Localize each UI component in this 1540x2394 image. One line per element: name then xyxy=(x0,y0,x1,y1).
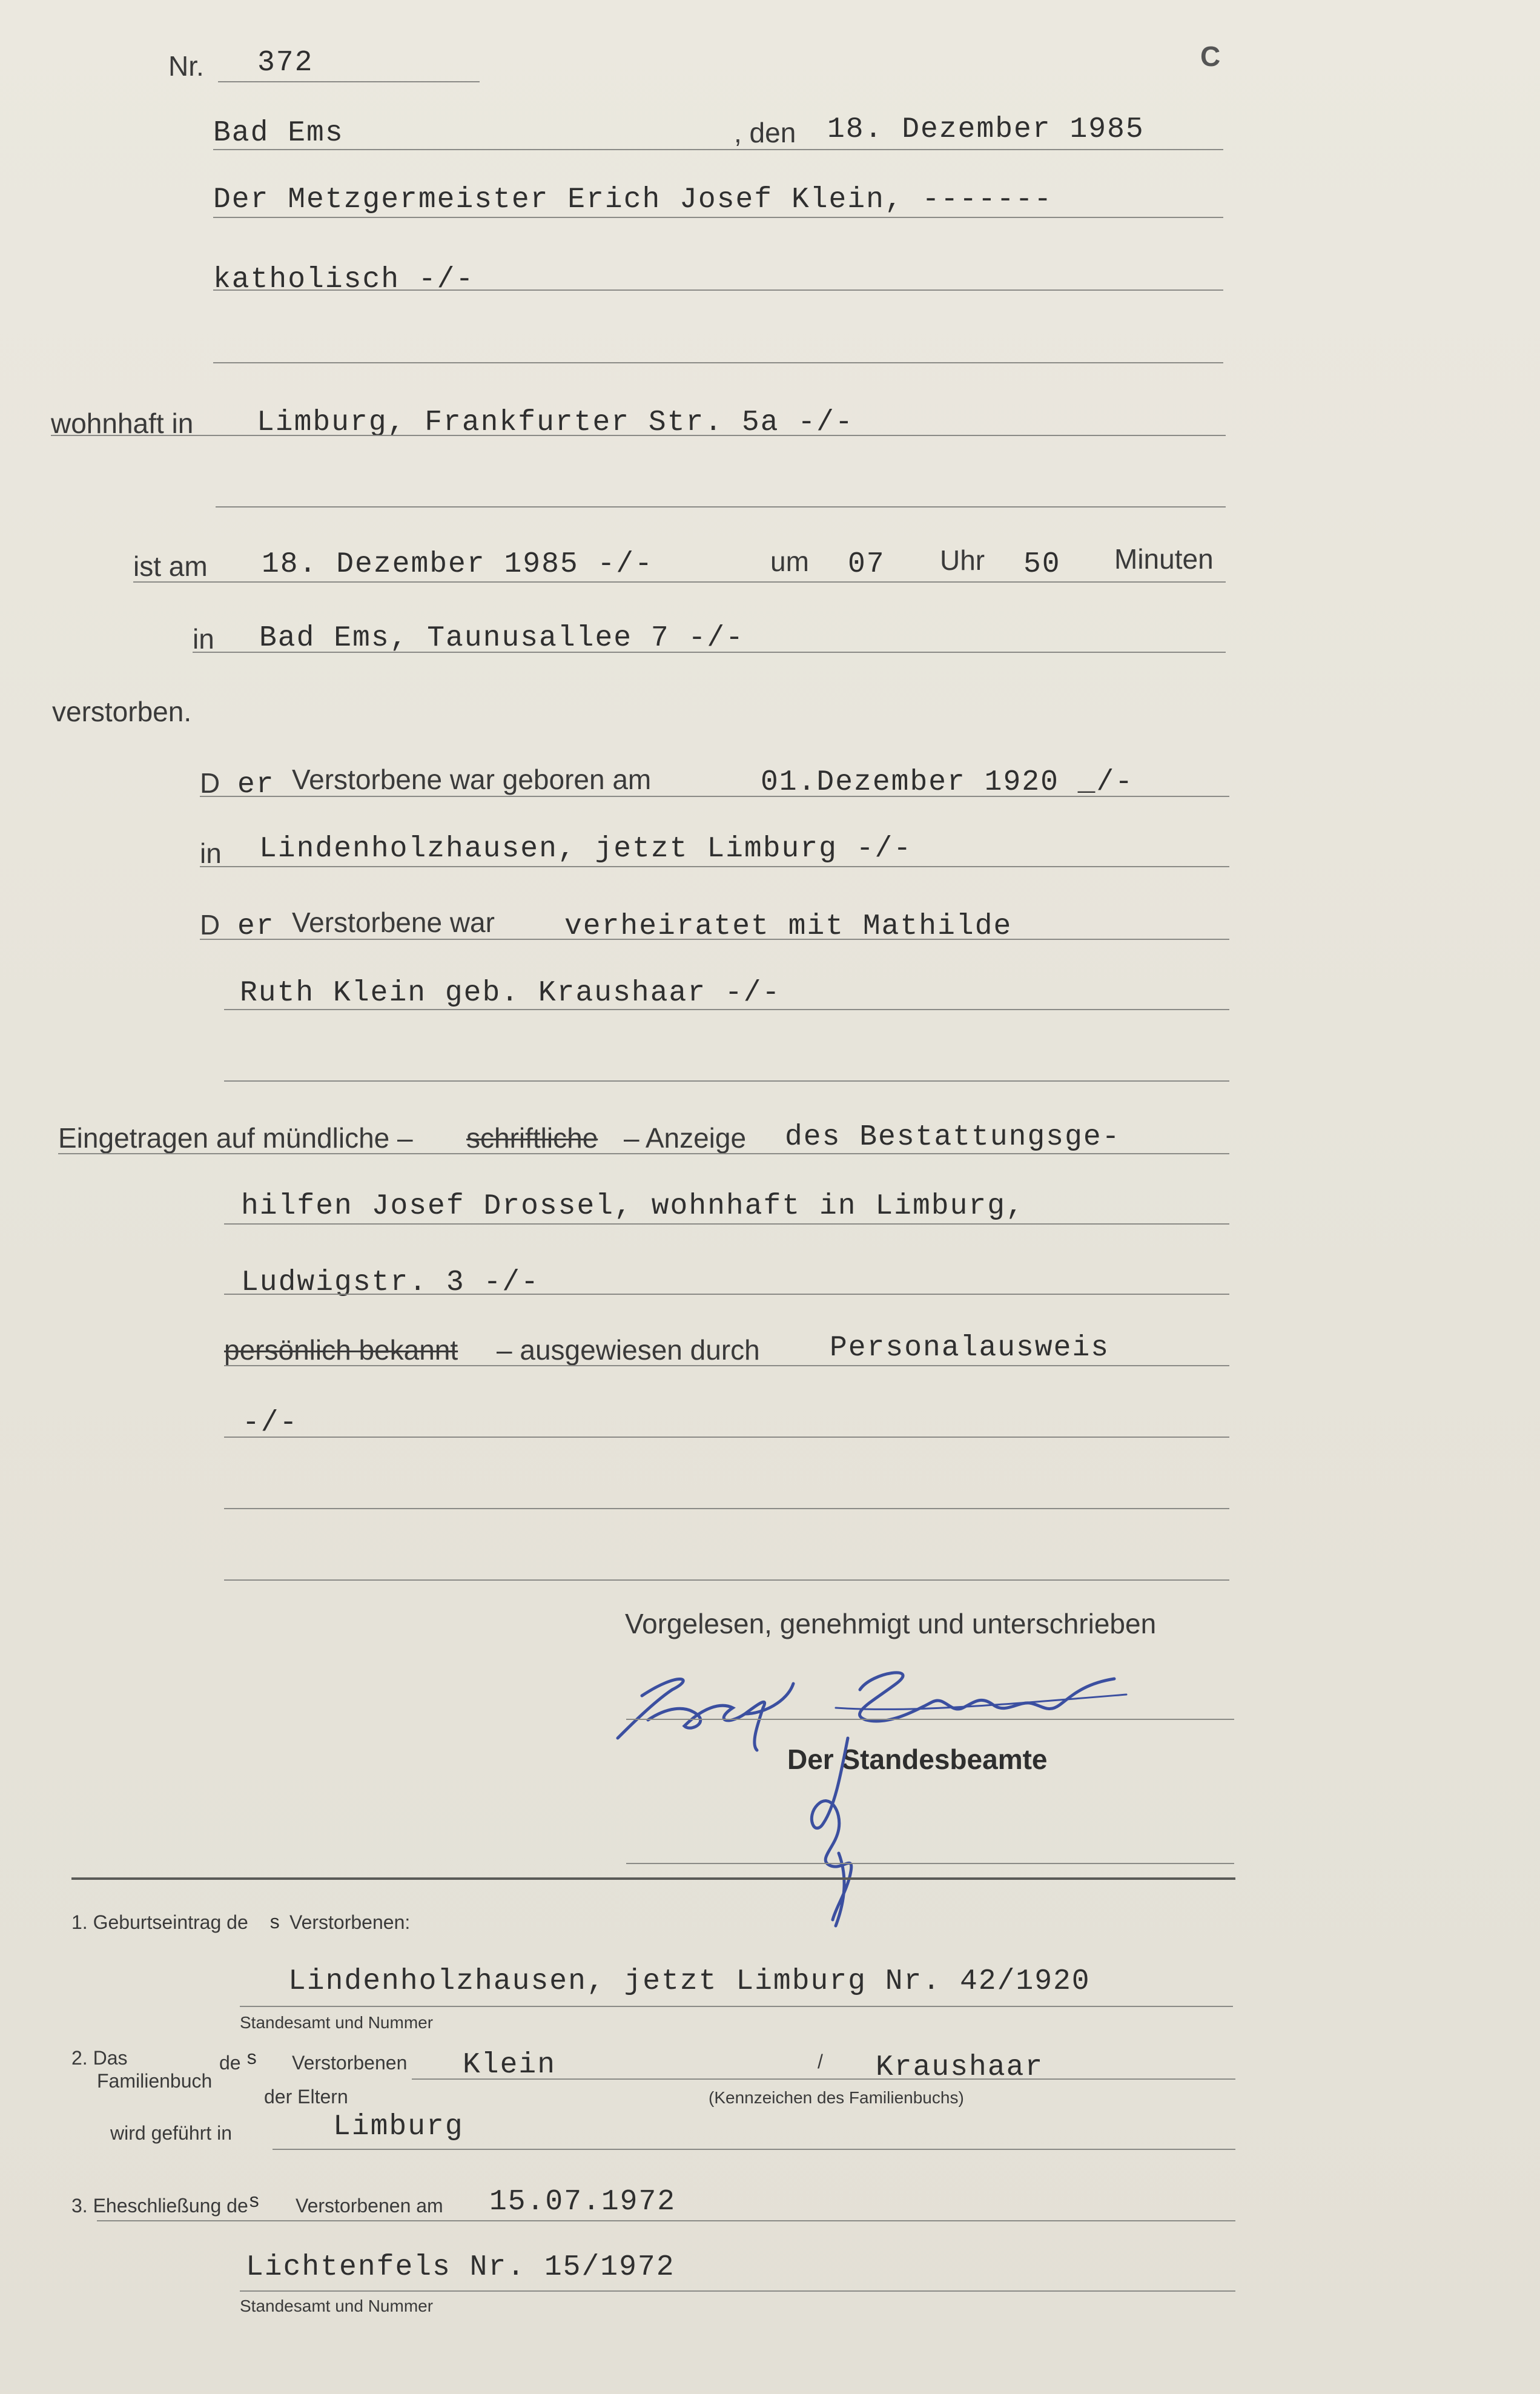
place-value: Bad Ems xyxy=(213,117,344,150)
death-date-label: ist am xyxy=(133,551,208,582)
birth-date-value: 01.Dezember 1920 _/- xyxy=(761,766,1134,799)
birth-in-label: in xyxy=(200,838,222,869)
residence-value: Limburg, Frankfurter Str. 5a -/- xyxy=(257,406,854,439)
death-place-value: Bad Ems, Taunusallee 7 -/- xyxy=(259,622,744,655)
fn2-slash: / xyxy=(818,2051,823,2072)
registration-underline-2 xyxy=(224,1223,1229,1225)
birth-date-underline xyxy=(200,796,1229,797)
marital-er-suffix: er xyxy=(237,910,275,943)
nr-underline xyxy=(218,81,480,82)
registration-label-a: Eingetragen auf mündliche – xyxy=(58,1122,413,1154)
fn3-label2: Verstorbenen am xyxy=(296,2195,443,2217)
fn2-familienbuch: Familienbuch xyxy=(97,2070,213,2092)
fn3-s: s xyxy=(248,2191,262,2213)
fn3-underline-2 xyxy=(240,2290,1235,2292)
fn2-gefuehrt-label: wird geführt in xyxy=(110,2122,232,2144)
fn1-caption: Standesamt und Nummer xyxy=(240,2013,434,2032)
fn2-num-label: 2. Das xyxy=(71,2047,128,2069)
registration-line-2: hilfen Josef Drossel, wohnhaft in Limburg, xyxy=(241,1190,1025,1223)
registration-underline-1 xyxy=(58,1153,1229,1154)
fn2-gefuehrt-value: Limburg xyxy=(333,2111,464,2143)
marital-underline-2 xyxy=(224,1009,1229,1010)
id-underline-2 xyxy=(224,1437,1229,1438)
fn3-value: Lichtenfels Nr. 15/1972 xyxy=(246,2251,675,2284)
fn3-underline-1 xyxy=(97,2220,1235,2221)
death-place-underline xyxy=(193,652,1226,653)
id-underline-1 xyxy=(224,1365,1229,1366)
registration-line-1: des Bestattungsge- xyxy=(785,1121,1121,1154)
marital-underline-3 xyxy=(224,1080,1229,1082)
date-value: 18. Dezember 1985 xyxy=(827,113,1145,146)
death-date-value: 18. Dezember 1985 -/- xyxy=(262,548,653,581)
fn1-label: 1. Geburtseintrag de xyxy=(71,1911,248,1933)
registration-underline-3 xyxy=(224,1294,1229,1295)
fn3-label: 3. Eheschließung de xyxy=(71,2195,248,2217)
nr-label: Nr. xyxy=(168,50,204,82)
birth-place-value: Lindenholzhausen, jetzt Limburg -/- xyxy=(259,833,913,865)
death-in-label: in xyxy=(193,623,214,655)
nr-value: 372 xyxy=(257,47,314,79)
uhr-label: Uhr xyxy=(940,544,985,576)
marital-underline-1 xyxy=(200,939,1229,940)
declarant-signature-line xyxy=(626,1719,1234,1720)
official-title: Der Standesbeamte xyxy=(787,1744,1048,1775)
known-struck: persönlich bekannt xyxy=(224,1334,458,1366)
birth-d-prefix: D xyxy=(200,767,220,799)
person-line-2: katholisch -/- xyxy=(213,263,475,296)
birth-place-underline xyxy=(200,866,1229,867)
death-minutes: 50 xyxy=(1023,548,1061,581)
fn1-underline xyxy=(240,2006,1233,2007)
fn2-de: de xyxy=(219,2052,241,2074)
fn2-verstorbenen: Verstorbenen xyxy=(292,2052,408,2074)
id-underline-3 xyxy=(224,1508,1229,1509)
marital-value-2: Ruth Klein geb. Kraushaar -/- xyxy=(240,977,781,1010)
residence-underline-2 xyxy=(216,506,1226,508)
fn1-value: Lindenholzhausen, jetzt Limburg Nr. 42/1920 xyxy=(288,1965,1091,1998)
den-label: , den xyxy=(734,117,796,148)
fn2-underline-2 xyxy=(273,2149,1235,2150)
id-line-2: -/- xyxy=(242,1407,299,1440)
person-underline-2 xyxy=(213,289,1223,291)
footnote-separator xyxy=(71,1877,1235,1880)
registration-label-struck: schriftliche xyxy=(466,1122,598,1154)
person-underline-1 xyxy=(213,217,1223,218)
person-line-1: Der Metzgermeister Erich Josef Klein, ------- xyxy=(213,184,1053,216)
id-underline-4 xyxy=(224,1579,1229,1581)
registrar-signature xyxy=(781,1732,890,1932)
id-document-value: Personalausweis xyxy=(830,1332,1110,1364)
fn2-value-b: Kraushaar xyxy=(876,2051,1044,2084)
fn2-s: s xyxy=(246,2048,259,2070)
death-hour: 07 xyxy=(848,548,885,581)
registrar-signature-line xyxy=(626,1863,1234,1864)
um-label: um xyxy=(770,546,809,577)
marital-d-prefix: D xyxy=(200,909,220,941)
residence-label: wohnhaft in xyxy=(51,408,194,439)
fn2-caption: (Kennzeichen des Familienbuchs) xyxy=(709,2088,964,2107)
verstorben-label: verstorben. xyxy=(52,696,192,727)
fn2-underline-1 xyxy=(412,2078,1235,2080)
place-date-underline xyxy=(213,149,1223,150)
known-label: – ausgewiesen durch xyxy=(497,1334,760,1366)
fn2-eltern: der Eltern xyxy=(264,2086,348,2108)
fn3-caption: Standesamt und Nummer xyxy=(240,2296,434,2315)
residence-underline-1 xyxy=(51,435,1226,436)
birth-label: Verstorbene war geboren am xyxy=(292,764,652,795)
marital-value-1: verheiratet mit Mathilde xyxy=(564,910,1013,943)
marital-label: Verstorbene war xyxy=(292,907,495,938)
death-date-underline xyxy=(133,581,1226,583)
fn3-date: 15.07.1972 xyxy=(489,2186,676,2218)
birth-er-suffix: er xyxy=(237,769,275,801)
read-approved-label: Vorgelesen, genehmigt und unterschrieben xyxy=(625,1608,1157,1639)
corner-letter: C xyxy=(1200,41,1221,72)
person-underline-3 xyxy=(213,362,1223,363)
fn1-label2: Verstorbenen: xyxy=(289,1911,411,1933)
fn1-s: s xyxy=(269,1912,282,1934)
registration-line-3: Ludwigstr. 3 -/- xyxy=(241,1266,540,1299)
registration-label-b: – Anzeige xyxy=(624,1122,747,1154)
fn2-value-a: Klein xyxy=(463,2049,557,2082)
minutes-label: Minuten xyxy=(1114,543,1214,575)
